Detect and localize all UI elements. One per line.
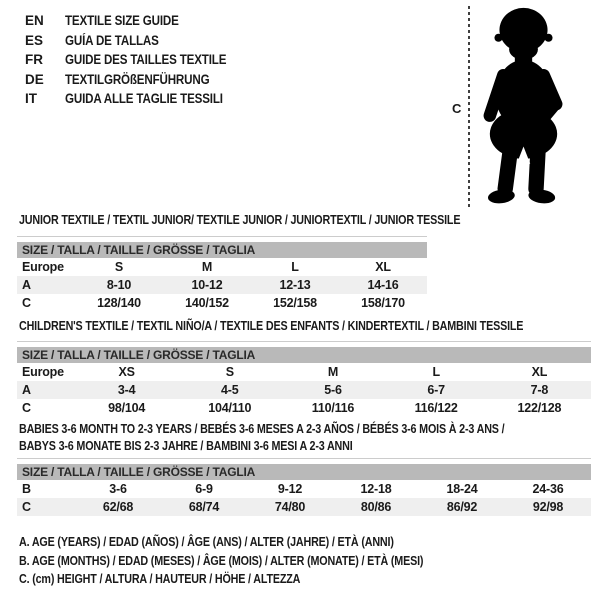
size-cell: 10-12 (191, 278, 223, 292)
language-row (25, 31, 253, 51)
size-cell: 116/122 (414, 401, 458, 415)
language-row (25, 70, 253, 90)
table-row (17, 498, 591, 516)
language-label: TEXTILGRÖßENFÜHRUNG (65, 71, 210, 87)
size-cell: 80/86 (360, 500, 392, 514)
row-label: C (22, 296, 31, 310)
size-cell: 8-10 (106, 278, 132, 292)
size-cell: 12-18 (360, 482, 392, 496)
baby-silhouette-icon (475, 6, 572, 208)
size-cell: 12-13 (279, 278, 311, 292)
table-row (17, 480, 591, 498)
size-cell: L (432, 365, 440, 379)
size-cell: 86/92 (446, 500, 478, 514)
footnote-a: A. AGE (YEARS) / EDAD (AÑOS) / ÂGE (ANS) / ALTER (JAHRE) / ETÀ (ANNI) (19, 535, 394, 549)
size-cell: 14-16 (367, 278, 399, 292)
language-code: DE (25, 71, 44, 87)
size-cell: 4-5 (221, 383, 239, 397)
language-label: TEXTILE SIZE GUIDE (65, 13, 179, 29)
size-cell: 3-4 (117, 383, 136, 397)
footnote-c: C. (cm) HEIGHT / ALTURA / HAUTEUR / HÖHE / ALTEZZA (19, 572, 301, 586)
language-row (25, 89, 253, 109)
size-header-bar: SIZE / TALLA / TAILLE / GRÖSSE / TAGLIA (17, 347, 591, 363)
size-cell: 5-6 (324, 383, 342, 397)
language-label: GUIDE DES TAILLES TEXTILE (65, 52, 227, 68)
size-cell: 3-6 (109, 482, 127, 496)
footnote-b: B. AGE (MONTHS) / EDAD (MESES) / ÂGE (MOIS) / ALTER (MONATE) / ETÀ (MESI) (19, 553, 424, 568)
size-cell: S (114, 260, 124, 274)
size-cell: 128/140 (97, 296, 141, 310)
size-cell: 158/170 (361, 296, 405, 310)
height-dashed-line (468, 6, 470, 208)
babies-size-table (17, 458, 591, 516)
row-label: A (22, 278, 31, 292)
size-cell: 92/98 (532, 500, 564, 514)
size-cell: 9-12 (277, 482, 303, 496)
junior-table-title (19, 212, 532, 229)
junior-size-table (17, 236, 427, 312)
table-row (17, 276, 427, 294)
children-table-title (19, 318, 600, 335)
language-label: GUÍA DE TALLAS (65, 32, 159, 48)
language-code: EN (25, 13, 44, 29)
size-cell: XL (375, 260, 391, 274)
language-label: GUIDA ALLE TAGLIE TESSILI (65, 91, 223, 107)
height-figure (452, 6, 572, 210)
footnotes (19, 533, 489, 589)
size-cell: 140/152 (185, 296, 229, 310)
language-code: ES (25, 32, 44, 48)
size-cell: 6-7 (427, 383, 445, 397)
size-cell: 68/74 (188, 500, 220, 514)
size-cell: 7-8 (530, 383, 549, 397)
size-cell: 98/104 (108, 401, 146, 415)
language-code: FR (25, 52, 43, 68)
title-line: CHILDREN'S TEXTILE / TEXTIL NIÑO/A / TEXTILE DES ENFANTS / KINDERTEXTIL / BAMBINI TESSILE (19, 319, 524, 333)
title-line: JUNIOR TEXTILE / TEXTIL JUNIOR/ TEXTILE JUNIOR / JUNIORTEXTIL / JUNIOR TESSILE (19, 213, 461, 227)
children-size-table (17, 341, 591, 417)
size-cell: 24-36 (532, 482, 564, 496)
row-label: C (22, 401, 31, 415)
row-label: C (22, 500, 31, 514)
size-cell: 18-24 (446, 482, 478, 496)
language-list (25, 11, 253, 109)
language-row (25, 50, 253, 70)
size-cell: L (291, 260, 299, 274)
size-cell: 104/110 (208, 401, 252, 415)
size-header-bar: SIZE / TALLA / TAILLE / GRÖSSE / TAGLIA (17, 464, 591, 480)
table-row (17, 381, 591, 399)
size-cell: 110/116 (311, 401, 355, 415)
size-cell: 6-9 (195, 482, 213, 496)
size-cell: 152/158 (273, 296, 317, 310)
language-code: IT (25, 91, 37, 107)
height-measure-label: C (452, 100, 462, 116)
size-cell: M (327, 365, 339, 379)
babies-table-title (19, 421, 583, 455)
size-cell: S (225, 365, 234, 379)
title-line: BABYS 3-6 MONATE BIS 2-3 JAHRE / BAMBINI 3-6 MESI A 2-3 ANNI (19, 439, 353, 453)
row-label: Europe (22, 260, 64, 274)
table-row (17, 294, 427, 312)
row-label: B (22, 482, 31, 496)
table-row (17, 399, 591, 417)
title-line: BABIES 3-6 MONTH TO 2-3 YEARS / BEBÉS 3-6 MESES A 2-3 AÑOS / BÉBÉS 3-6 MOIS À 2-3 ANS / (19, 422, 505, 436)
row-label: A (22, 383, 31, 397)
language-row (25, 11, 253, 31)
size-header-bar: SIZE / TALLA / TAILLE / GRÖSSE / TAGLIA (17, 242, 427, 258)
row-label: Europe (22, 365, 64, 379)
size-cell: 74/80 (274, 500, 306, 514)
size-cell: 62/68 (102, 500, 134, 514)
size-cell: XL (531, 365, 548, 379)
table-row (17, 258, 427, 276)
size-cell: M (201, 260, 213, 274)
table-row (17, 363, 591, 381)
size-cell: 122/128 (517, 401, 562, 415)
size-cell: XS (118, 365, 135, 379)
